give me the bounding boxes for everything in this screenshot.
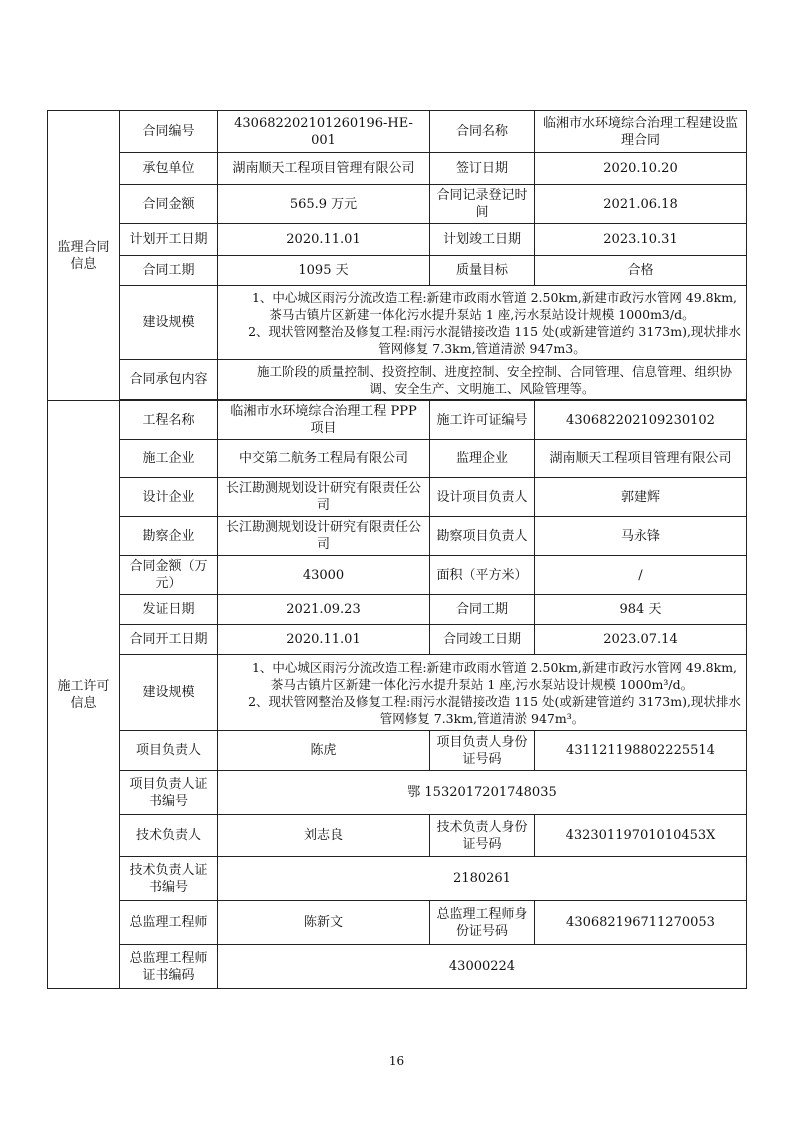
field-label: 合同竣工日期 <box>430 625 535 655</box>
field-value: 郭建辉 <box>535 478 747 517</box>
field-label: 施工企业 <box>120 440 218 478</box>
field-value: 43000 <box>218 556 430 595</box>
field-value: 2021.06.18 <box>535 185 747 224</box>
table-row <box>48 185 747 224</box>
field-label: 承包单位 <box>120 153 218 185</box>
field-value: 2023.07.14 <box>535 625 747 655</box>
section-label-permit: 施工许可信息 <box>48 401 120 989</box>
table-row <box>48 857 747 901</box>
table-row <box>48 771 747 815</box>
field-label: 合同记录登记时间 <box>430 185 535 224</box>
table-row <box>48 224 747 256</box>
field-value: 984 天 <box>535 595 747 625</box>
field-label: 质量目标 <box>430 256 535 286</box>
field-label: 技术负责人证书编号 <box>120 857 218 901</box>
info-table <box>47 110 747 989</box>
field-label: 总监理工程师证书编码 <box>120 945 218 989</box>
field-value: 43000224 <box>218 945 747 989</box>
field-label: 面积（平方米） <box>430 556 535 595</box>
table-row <box>48 440 747 478</box>
field-value: 1095 天 <box>218 256 430 286</box>
field-value: 刘志良 <box>218 815 430 857</box>
field-label: 总监理工程师身份证号码 <box>430 901 535 945</box>
field-value: 43230119701010453X <box>535 815 747 857</box>
table-row <box>48 815 747 857</box>
table-row <box>48 111 747 153</box>
field-label: 项目负责人 <box>120 731 218 771</box>
table-row <box>48 625 747 655</box>
field-value: 2020.10.20 <box>535 153 747 185</box>
field-label: 合同名称 <box>430 111 535 153</box>
field-label: 设计企业 <box>120 478 218 517</box>
scale-description <box>218 655 747 731</box>
field-label: 合同承包内容 <box>120 360 218 400</box>
table-row <box>48 360 747 400</box>
field-label: 项目负责人身份证号码 <box>430 731 535 771</box>
section-label-contract: 监理合同信息 <box>48 111 120 401</box>
field-label: 计划竣工日期 <box>430 224 535 256</box>
table-row <box>48 517 747 556</box>
field-label: 发证日期 <box>120 595 218 625</box>
field-label: 监理企业 <box>430 440 535 478</box>
scale-paragraph: 1、中心城区雨污分流改造工程:新建市政雨水管道 2.50km,新建市政污水管网 49.8km,茶马古镇片区新建一体化污水提升泵站 1 座,污水泵站设计规模 1000m3/d。 <box>251 289 738 322</box>
field-label: 合同编号 <box>120 111 218 153</box>
scope-description: 施工阶段的质量控制、投资控制、进度控制、安全控制、合同管理、信息管理、组织协调、安全生产、文明施工、风险管理等。 <box>218 360 747 400</box>
scale-paragraph: 1、中心城区雨污分流改造工程:新建市政雨水管道 2.50km,新建市政污水管网 49.8km,茶马古镇片区新建一体化污水提升泵站 1 座,污水泵站设计规模 1000m³/d。 <box>251 659 738 692</box>
field-label: 勘察企业 <box>120 517 218 556</box>
field-value: 2020.11.01 <box>218 224 430 256</box>
table-row <box>48 901 747 945</box>
field-value: 鄂 1532017201748035 <box>218 771 747 815</box>
field-label: 合同工期 <box>430 595 535 625</box>
field-value: 陈新文 <box>218 901 430 945</box>
field-value: 2021.09.23 <box>218 595 430 625</box>
table-row <box>48 731 747 771</box>
table-row <box>48 286 747 360</box>
field-label: 签订日期 <box>430 153 535 185</box>
field-value: / <box>535 556 747 595</box>
field-value: 2180261 <box>218 857 747 901</box>
field-label: 建设规模 <box>120 286 218 360</box>
field-value: 陈虎 <box>218 731 430 771</box>
field-value: 长江勘测规划设计研究有限责任公司 <box>218 517 430 556</box>
field-value: 临湘市水环境综合治理工程建设监理合同 <box>535 111 747 153</box>
field-label: 合同金额（万元） <box>120 556 218 595</box>
field-value: 565.9 万元 <box>218 185 430 224</box>
field-label: 技术负责人身份证号码 <box>430 815 535 857</box>
field-value: 临湘市水环境综合治理工程 PPP 项目 <box>218 401 430 440</box>
field-label: 项目负责人证书编号 <box>120 771 218 815</box>
table-row <box>48 478 747 517</box>
field-label: 设计项目负责人 <box>430 478 535 517</box>
field-value: 马永锋 <box>535 517 747 556</box>
field-value: 430682202109230102 <box>535 401 747 440</box>
scale-description <box>218 286 747 360</box>
table-row <box>48 256 747 286</box>
scale-paragraph: 2、现状管网整治及修复工程:雨污水混错接改造 115 处(或新建管道约 3173m),现状排水管网修复 7.3km,管道清淤 947m³。 <box>248 693 741 726</box>
field-value: 中交第二航务工程局有限公司 <box>218 440 430 478</box>
table-row <box>48 401 747 440</box>
field-label: 勘察项目负责人 <box>430 517 535 556</box>
field-label: 合同金额 <box>120 185 218 224</box>
field-label: 合同工期 <box>120 256 218 286</box>
table-row <box>48 153 747 185</box>
field-label: 技术负责人 <box>120 815 218 857</box>
table-row <box>48 595 747 625</box>
field-label: 计划开工日期 <box>120 224 218 256</box>
field-label: 合同开工日期 <box>120 625 218 655</box>
field-value: 2023.10.31 <box>535 224 747 256</box>
field-label: 工程名称 <box>120 401 218 440</box>
table-row <box>48 945 747 989</box>
field-value: 430682196711270053 <box>535 901 747 945</box>
field-label: 总监理工程师 <box>120 901 218 945</box>
field-value: 2020.11.01 <box>218 625 430 655</box>
field-value: 长江勘测规划设计研究有限责任公司 <box>218 478 430 517</box>
table-row <box>48 655 747 731</box>
field-value: 湖南顺天工程项目管理有限公司 <box>218 153 430 185</box>
field-value: 431121198802225514 <box>535 731 747 771</box>
field-value: 430682202101260196-HE-001 <box>218 111 430 153</box>
field-value: 湖南顺天工程项目管理有限公司 <box>535 440 747 478</box>
field-value: 合格 <box>535 256 747 286</box>
scale-paragraph: 2、现状管网整治及修复工程:雨污水混错接改造 115 处(或新建管道约 3173m),现状排水管网修复 7.3km,管道清淤 947m3。 <box>248 323 741 356</box>
field-label: 建设规模 <box>120 655 218 731</box>
page-number: 16 <box>388 1054 405 1068</box>
field-label: 施工许可证编号 <box>430 401 535 440</box>
table-row <box>48 556 747 595</box>
